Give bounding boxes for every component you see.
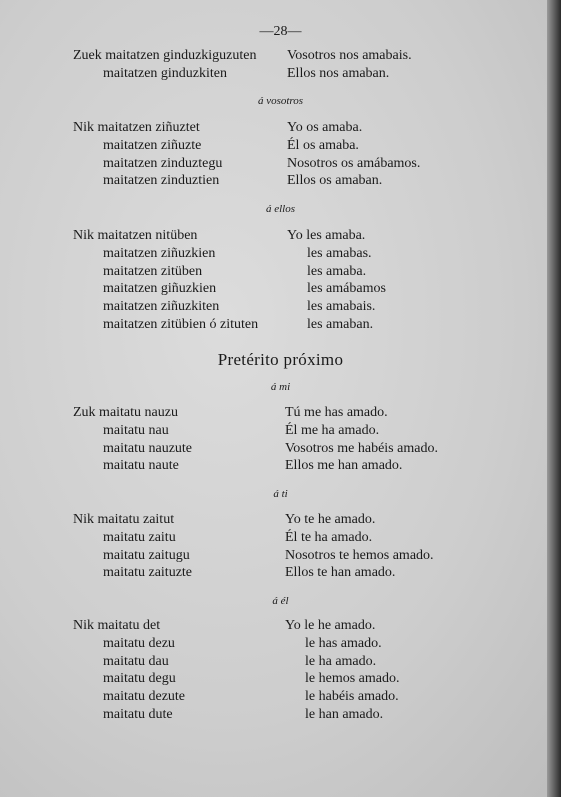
basque-form: maitatu zaitu [103, 529, 176, 545]
basque-form: maitatzen ziñuzte [103, 137, 202, 153]
page-edge-shadow [547, 0, 561, 797]
spanish-translation: Ellos me han amado. [285, 458, 403, 474]
spanish-translation: Ellos te han amado. [285, 565, 396, 581]
basque-form: Nik maitatzen ziñuztet [73, 120, 200, 135]
basque-form: maitatzen zinduztegu [103, 155, 223, 171]
spanish-translation: Nosotros te hemos amado. [285, 547, 434, 563]
spanish-translation: le ha amado. [305, 653, 377, 669]
basque-form: maitatzen giñuzkien [103, 281, 217, 297]
basque-form: maitatu dute [103, 707, 173, 722]
subheading-a-ellos: á ellos [265, 203, 296, 215]
basque-form: maitatu dau [103, 653, 169, 669]
basque-form: maitatu nauzute [103, 440, 193, 456]
spanish-translation: Él me ha amado. [285, 422, 380, 438]
spanish-translation: Ellos os amaban. [287, 173, 383, 189]
subheading-a-vosotros: á vosotros [257, 95, 304, 107]
spanish-translation: le habéis amado. [305, 689, 399, 705]
basque-form: maitatu dezute [103, 689, 186, 705]
spanish-translation: le hemos amado. [305, 671, 400, 687]
basque-form: maitatzen ginduzkiten [103, 65, 228, 81]
subheading-a-el: á él [272, 595, 289, 607]
page-number: —28— [259, 24, 302, 39]
spanish-translation: Yo te he amado. [285, 512, 376, 527]
basque-form: maitatu zaituzte [103, 565, 193, 581]
basque-form: maitatzen ziñuzkiten [103, 299, 220, 315]
spanish-translation: les amábamos [307, 281, 386, 297]
basque-form: maitatzen ziñuzkien [103, 245, 216, 261]
basque-form: maitatzen zinduztien [103, 173, 220, 189]
spanish-translation: Yo os amaba. [287, 120, 363, 135]
spanish-translation: Ellos nos amaban. [287, 65, 390, 81]
spanish-translation: les amabais. [307, 299, 376, 315]
basque-form: Nik maitatzen nitüben [73, 228, 198, 243]
basque-form: maitatzen zitübien ó zituten [103, 317, 259, 332]
spanish-translation: les amaban. [307, 317, 374, 332]
section-heading: Pretérito próximo [217, 350, 344, 369]
spanish-translation: le has amado. [305, 635, 382, 651]
spanish-translation: Tú me has amado. [285, 405, 388, 420]
basque-form: maitatu naute [103, 458, 179, 474]
basque-form: Zuek maitatzen ginduzkiguzuten [73, 48, 257, 63]
spanish-translation: les amabas. [307, 245, 372, 261]
subheading-a-mi: á mi [270, 381, 291, 393]
spanish-translation: Él te ha amado. [285, 529, 373, 545]
basque-form: maitatzen zitüben [103, 263, 203, 279]
basque-form: maitatu degu [103, 671, 176, 687]
spanish-translation: Nosotros os amábamos. [287, 155, 421, 171]
spanish-translation: Vosotros me habéis amado. [285, 440, 438, 456]
basque-form: maitatu zaitugu [103, 547, 190, 563]
spanish-translation: Yo les amaba. [287, 228, 366, 243]
spanish-translation: Él os amaba. [287, 137, 359, 153]
spanish-translation: Vosotros nos amabais. [287, 48, 412, 63]
basque-form: Nik maitatu zaitut [73, 512, 175, 527]
spanish-translation: le han amado. [305, 707, 384, 722]
basque-form: Zuk maitatu nauzu [73, 405, 178, 420]
basque-form: Nik maitatu det [73, 618, 161, 633]
spanish-translation: les amaba. [307, 263, 367, 279]
subheading-a-ti: á ti [273, 488, 288, 500]
spanish-translation: Yo le he amado. [285, 618, 376, 633]
basque-form: maitatu dezu [103, 635, 175, 651]
basque-form: maitatu nau [103, 422, 169, 438]
